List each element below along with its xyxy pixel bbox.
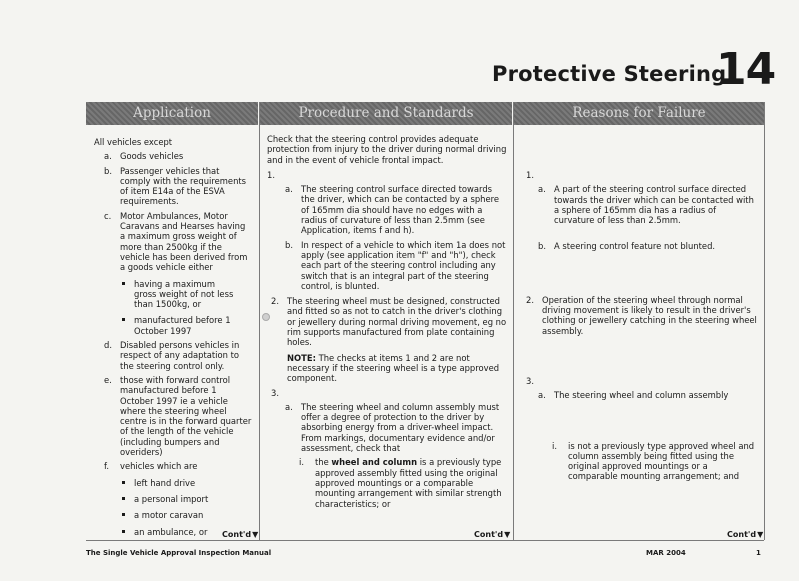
procedure-item-3ai: i. the wheel and column is a previously type approved assembly fitted using the original approved mountings or a comparable mounting arrangement with similar strength characteristics; or [299, 457, 502, 509]
column-divider [764, 102, 765, 540]
application-item-a: a. Goods vehicles [104, 151, 184, 162]
application-item-c: c. Motor Ambulances, Motor Caravans and Hearses having a maximum gross weight of more than 2500kg if the vehicle has been derived from a goods vehicle either [104, 210, 248, 273]
column-divider [513, 102, 514, 540]
procedure-item-3a: a. The steering wheel and column assembly must offer a degree of protection to the driver by absorbing energy from a driver-wheel impact. From markings, documentary evidence and/or assessment, check that [285, 401, 500, 454]
footer-manual-title: The Single Vehicle Approval Inspection Manual [86, 549, 272, 557]
procedure-item-1a: a. The steering control surface directed towards the driver, which can be contacted by a sphere of 165mm dia should have no edges with a radius of curvature of less than 2.5mm (see Application, items f and h). [285, 184, 500, 236]
application-f-bullet: a personal import [120, 494, 252, 504]
procedure-item-3: 3. [271, 387, 279, 398]
procedure-item-1: 1. [267, 169, 275, 180]
application-item-d: d. Disabled persons vehicles in respect of any adaptation to the steering control only. [104, 340, 240, 371]
reasons-item-3: 3. [526, 375, 534, 386]
contd-label: Cont'd▼ [222, 530, 259, 539]
application-f-bullet: left hand drive [120, 478, 252, 488]
application-item-b: b. Passenger vehicles that comply with the requirements of item E14a of the ESVA requirements. [104, 165, 247, 207]
reasons-item-3a: a. The steering wheel and column assembly [538, 390, 729, 401]
reasons-item-1: 1. [526, 170, 534, 180]
chapter-number: 14 [716, 44, 776, 95]
page-title: Protective Steering [492, 62, 727, 86]
application-item-e: e. those with forward control manufactured before 1 October 1997 ie a vehicle where the steering wheel centre is in the forward quarter of the length of the vehicle (including bumpers and overiders) [104, 374, 252, 458]
application-c-bullet: having a maximum gross weight of not less than 1500kg, or [120, 279, 252, 310]
application-f-bullet: an ambulance, or [120, 527, 252, 537]
header-application: Application [86, 102, 258, 125]
footer-page-number: 1 [756, 549, 761, 557]
contd-label: Cont'd▼ [474, 530, 511, 539]
application-column [94, 137, 252, 537]
procedure-item-2: 2. The steering wheel must be designed, constructed and fitted so as not to catch in the driver's clothing or jewellery during normal driving movement, eg no rim supports manufactured from plate containing holes. [271, 296, 507, 348]
procedure-item-1b: b. In respect of a vehicle to which item 1a does not apply (see application item "f" and "h"), check each part of the steering control including any switch that is an integral part of the steering control, is blunted. [285, 239, 506, 291]
reasons-item-2: 2. Operation of the steering wheel through normal driving movement is likely to result in the driver's clothing or jewellery catching in the steering wheel assembly. [526, 294, 757, 336]
header-procedure: Procedure and Standards [260, 102, 512, 125]
application-c-bullet: manufactured before 1 October 1997 [120, 315, 252, 336]
reasons-column [526, 170, 758, 482]
header-reasons: Reasons for Failure [514, 102, 764, 125]
application-intro: All vehicles except [94, 137, 173, 147]
contd-label: Cont'd▼ [727, 530, 764, 539]
column-divider [259, 102, 260, 540]
reasons-item-1b: b. A steering control feature not blunted. [538, 241, 716, 252]
table-bottom-rule [86, 540, 764, 541]
footer-date: MAR 2004 [646, 549, 686, 557]
application-item-f: f. vehicles which are [104, 461, 198, 472]
application-f-bullet: a motor caravan [120, 510, 252, 520]
reasons-item-1a: a. A part of the steering control surface directed towards the driver which can be contacted with a sphere of 165mm dia has a radius of curvature of less than 2.5mm. [538, 184, 754, 226]
procedure-column [267, 134, 507, 509]
procedure-note: NOTE: The checks at items 1 and 2 are not necessary if the steering wheel is a type approved component. [287, 352, 500, 384]
reasons-item-3ai: i. is not a previously type approved wheel and column assembly being fitted using the original approved mountings or a comparable mounting arrangement; and [552, 440, 755, 482]
procedure-intro: Check that the steering control provides adequate protection from injury to the driver during normal driving and in the event of vehicle frontal impact. [267, 134, 507, 165]
